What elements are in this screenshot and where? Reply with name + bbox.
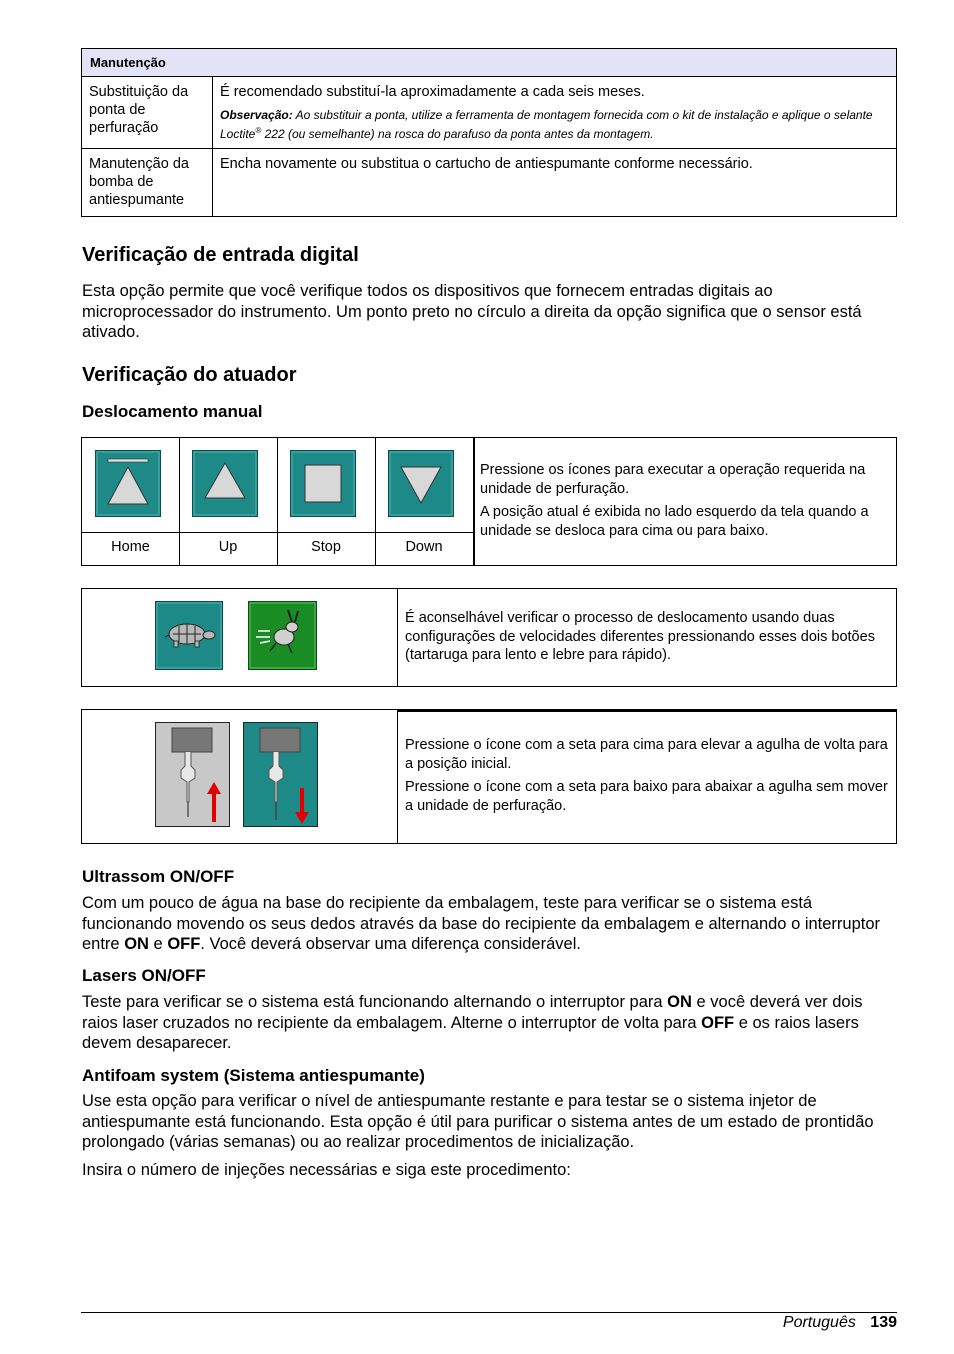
- lasers-off: OFF: [701, 1013, 735, 1032]
- note-text: Ao substituir a ponta, utilize a ferramenta de montagem fornecida com o kit de instalação e aplique o selante Loctite: [220, 108, 873, 141]
- fast-speed-button[interactable]: [248, 601, 317, 670]
- table-cell-text: Encha novamente ou substitua o cartucho de antiespumante conforme necessário.: [213, 149, 897, 217]
- note: [220, 107, 889, 142]
- up-button[interactable]: [192, 450, 258, 517]
- footer: [783, 1313, 897, 1333]
- needle-panel-text: [405, 736, 890, 820]
- lasers-text-c: e os raios lasers devem desaparecer.: [82, 1013, 859, 1052]
- lasers-text-a: Teste para verificar se o sistema está funcionando alternando o interruptor para: [82, 993, 668, 1011]
- ultrasound-text-c: . Você deverá observar uma diferença considerável.: [200, 935, 581, 953]
- needle-down-button[interactable]: [243, 722, 318, 827]
- move-panel-text-1: Pressione os ícones para executar a operação requerida na unidade de perfuração.: [480, 462, 866, 497]
- up-arrow-icon: [192, 450, 258, 517]
- table-cell-item: Substituição da ponta de perfuração: [82, 77, 213, 149]
- row-text: É recomendado substituí-la aproximadamente a cada seis meses.: [220, 84, 645, 100]
- down-arrow-icon: [388, 450, 454, 517]
- down-label: Down: [405, 539, 443, 555]
- lasers-text-b: e você deverá ver dois raios laser cruzados no recipiente da embalagem. Alterne o interruptor de volta para: [82, 993, 863, 1032]
- table-header: Manutenção: [82, 49, 897, 77]
- home-label: Home: [111, 539, 150, 555]
- subsection-title-lasers: Lasers ON/OFF: [82, 966, 206, 985]
- ultrasound-text-b: e: [148, 935, 168, 953]
- footer-divider: [81, 1312, 897, 1313]
- ultrasound-on: ON: [124, 935, 149, 953]
- needle-down-icon: [243, 722, 318, 827]
- maintenance-table: [81, 48, 897, 217]
- table-cell-text: [213, 77, 897, 149]
- needle-panel-text-2: Pressione o ícone com a seta para baixo para abaixar a agulha sem mover a unidade de perfuração.: [405, 779, 888, 814]
- stop-label: Stop: [311, 539, 341, 555]
- table-row: [82, 77, 897, 149]
- table-row: [82, 149, 897, 217]
- hare-icon: [248, 601, 317, 670]
- down-button[interactable]: [388, 450, 454, 517]
- section-title-digital: Verificação de entrada digital: [82, 244, 359, 266]
- stop-icon: [290, 450, 356, 517]
- table-cell-item: Manutenção da bomba de antiespumante: [82, 149, 213, 217]
- ultrasound-off: OFF: [167, 935, 201, 953]
- needle-panel: [81, 709, 897, 844]
- antifoam-text-2: Insira o número de injeções necessárias e siga este procedimento:: [82, 1161, 571, 1179]
- subsection-title-manual: Deslocamento manual: [82, 402, 263, 421]
- note-label: Observação:: [220, 108, 293, 122]
- up-label: Up: [218, 539, 238, 555]
- section-text-digital: Esta opção permite que você verifique todos os dispositivos que fornecem entradas digitais ao microprocessador do instrumento. Um ponto preto no círculo a direita da opção significa que o sensor está ativado.: [82, 282, 862, 341]
- registered-mark: ®: [255, 126, 262, 135]
- note-text-end: 222 (ou semelhante) na rosca do parafuso da ponta antes da montagem.: [264, 127, 654, 141]
- slow-speed-button[interactable]: [155, 601, 223, 670]
- home-button[interactable]: [95, 450, 161, 517]
- move-panel-text: [480, 461, 890, 545]
- subsection-title-ultrasound: Ultrassom ON/OFF: [82, 867, 235, 886]
- turtle-icon: [155, 601, 223, 670]
- section-title-actuator: Verificação do atuador: [82, 364, 297, 386]
- home-icon: [95, 450, 161, 517]
- needle-up-button[interactable]: [155, 722, 230, 827]
- move-panel-text-2: A posição atual é exibida no lado esquerdo da tela quando a unidade se desloca para cima ou para baixo.: [480, 504, 869, 539]
- antifoam-text-1: Use esta opção para verificar o nível de antiespumante restante e para testar se o sistema injetor de antiespumante está funcionando. Esta opção é útil para purificar o sistema antes de um estado de prontidão prolongado (várias semanas) ou ao realizar procedimentos de inicialização.: [82, 1092, 874, 1151]
- speed-panel: [81, 588, 897, 687]
- footer-language: Português: [782, 1314, 856, 1331]
- lasers-on: ON: [667, 993, 692, 1011]
- ultrasound-text-a: Com um pouco de água na base do recipiente da embalagem, teste para verificar se o sistema está funcionando movendo os seus dedos através da base do recipiente da embalagem e alternando o interruptor entre: [82, 894, 881, 953]
- needle-panel-text-1: Pressione o ícone com a seta para cima para elevar a agulha de volta para a posição inicial.: [405, 737, 888, 772]
- move-panel: [81, 437, 897, 566]
- page-number: 139: [870, 1314, 897, 1331]
- subsection-title-antifoam: Antifoam system (Sistema antiespumante): [82, 1066, 425, 1085]
- ultrasound-text: [82, 893, 897, 955]
- speed-panel-text: É aconselhável verificar o processo de deslocamento usando duas configurações de velocidades diferentes pressionando esses dois botões (tartaruga para lento e lebre para rápido).: [405, 610, 875, 663]
- stop-button[interactable]: [290, 450, 356, 517]
- lasers-text: [82, 992, 897, 1054]
- needle-up-icon: [155, 722, 230, 827]
